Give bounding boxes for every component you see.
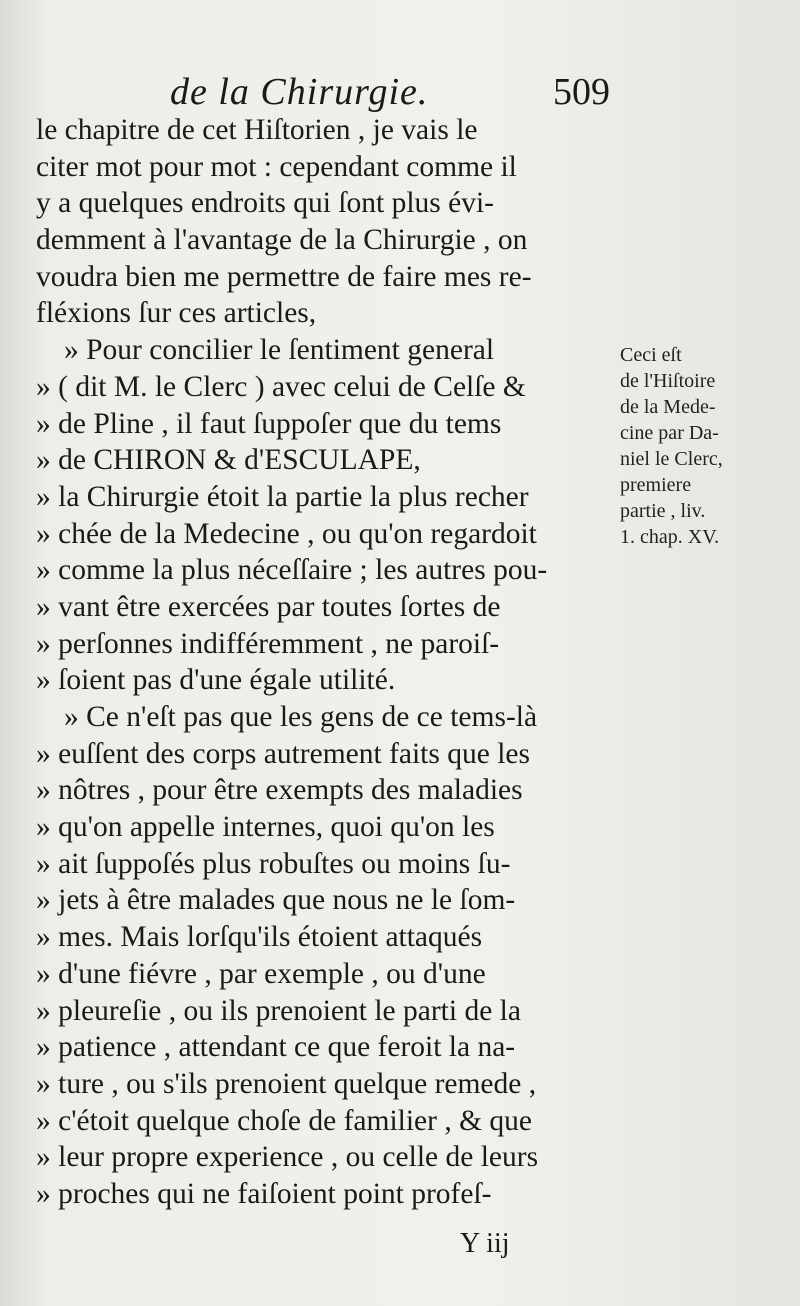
text-line: » Pour concilier le ſentiment general — [64, 334, 495, 367]
margin-note-line: de la Mede- — [620, 396, 716, 418]
text-line: » jets à être malades que nous ne le ſom- — [36, 884, 516, 917]
text-line: y a quelques endroits qui ſont plus évi- — [36, 187, 494, 220]
text-line: » patience , attendant ce que feroit la na- — [36, 1031, 516, 1064]
text-line: » la Chirurgie étoit la partie la plus recher — [36, 480, 529, 513]
text-line: fléxions ſur ces articles, — [36, 297, 317, 330]
text-line: » qu'on appelle internes, quoi qu'on les — [36, 811, 495, 844]
text-line: » leur propre experience , ou celle de leurs — [36, 1141, 539, 1174]
margin-note-line: cine par Da- — [620, 422, 719, 444]
margin-note — [620, 342, 770, 550]
text-line: le chapitre de cet Hiſtorien , je vais le — [36, 114, 478, 146]
text-line: » d'une fiévre , par exemple , ou d'une — [36, 957, 486, 990]
text-line: » nôtres , pour être exempts des maladies — [36, 774, 523, 807]
margin-note-line: Ceci eſt — [620, 344, 682, 366]
text-line: » ſoient pas d'une égale utilité. — [36, 664, 396, 697]
text-line: citer mot pour mot : cependant comme il — [36, 150, 517, 183]
text-line: » chée de la Medecine , ou qu'on regardoit — [36, 517, 537, 550]
running-title: de la Chirurgie. — [170, 71, 429, 113]
margin-note-line: de l'Hiſtoire — [620, 370, 716, 392]
text-line: » de Pline , il faut ſuppoſer que du tems — [36, 407, 502, 440]
margin-note-line: premiere — [620, 474, 692, 496]
margin-note-line: 1. chap. XV. — [620, 526, 720, 548]
text-line: » comme la plus néceſſaire ; les autres pou- — [36, 554, 548, 587]
text-line: » ture , ou s'ils prenoient quelque remede , — [36, 1067, 537, 1100]
text-line: » euſſent des corps autrement faits que les — [36, 737, 530, 770]
text-line: » mes. Mais lorſqu'ils étoient attaqués — [36, 921, 483, 954]
text-line: » c'étoit quelque choſe de familier , & que — [36, 1104, 532, 1137]
text-line: » de CHIRON & d'ESCULAPE, — [36, 444, 421, 477]
text-line: » pleureſie , ou ils prenoient le parti de la — [36, 994, 521, 1027]
text-line: voudra bien me permettre de faire mes re- — [36, 260, 532, 293]
page-number: 509 — [553, 71, 610, 113]
text-line: » vant être exercées par toutes ſortes de — [36, 590, 501, 623]
text-line: demment à l'avantage de la Chirurgie , on — [36, 224, 528, 257]
margin-note-line: partie , liv. — [620, 500, 706, 522]
text-line: » perſonnes indifféremment , ne paroiſ- — [36, 627, 500, 660]
margin-note-line: niel le Clerc, — [620, 448, 723, 470]
text-line: » ( dit M. le Clerc ) avec celui de Celſe & — [36, 370, 526, 403]
body-text — [36, 112, 616, 1213]
text-line: » Ce n'eſt pas que les gens de ce tems-là — [64, 701, 538, 733]
text-line: » ait ſuppoſés plus robuſtes ou moins ſu- — [36, 847, 511, 880]
signature-mark: Y iij — [460, 1228, 510, 1259]
text-line: » proches qui ne faiſoient point profeſ- — [36, 1177, 492, 1210]
